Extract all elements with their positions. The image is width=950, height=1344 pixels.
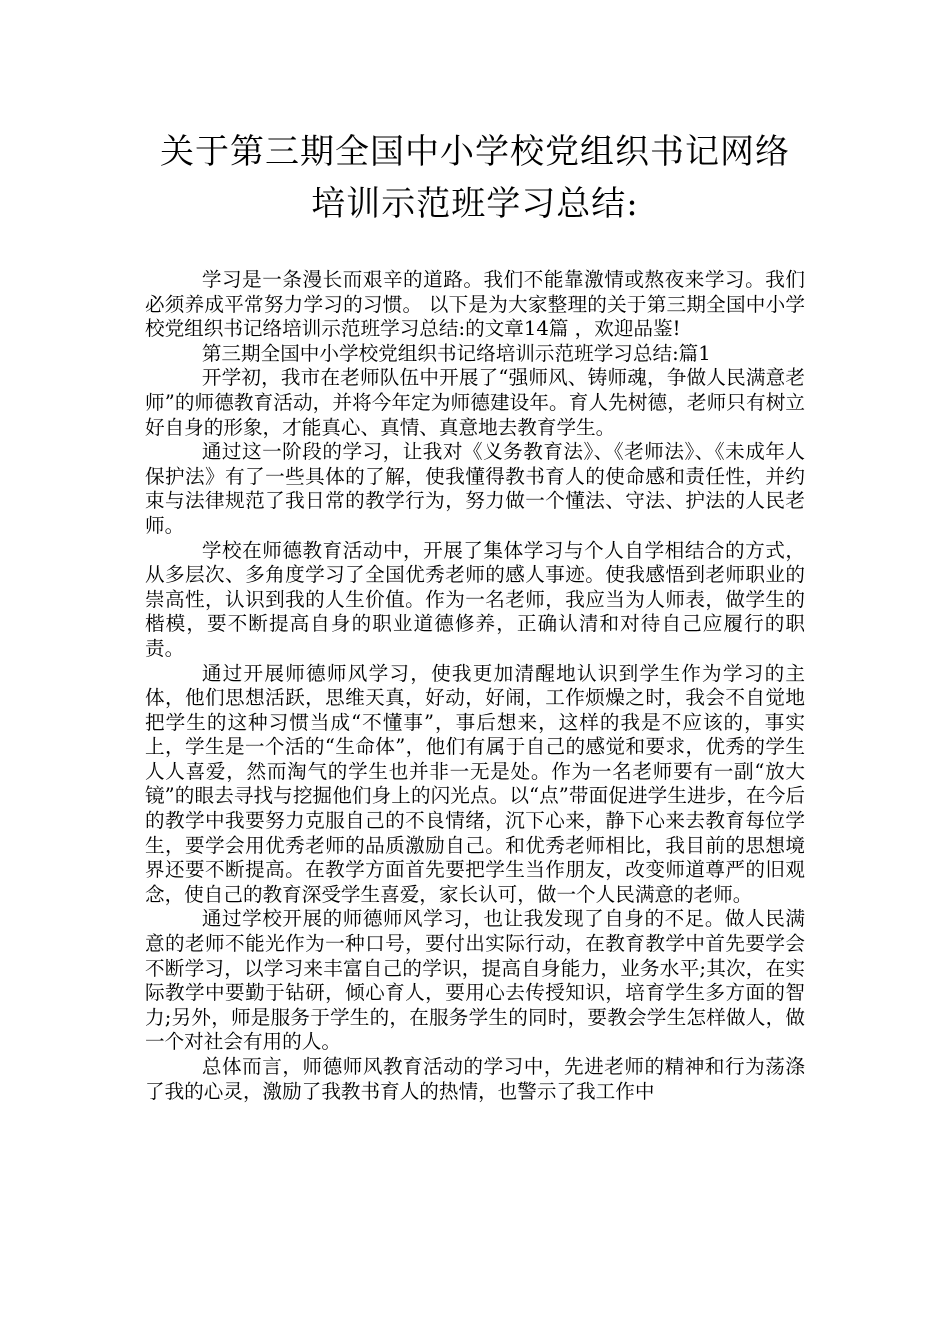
- document-title: [100, 126, 850, 230]
- body-paragraph: 开学初，我市在老师队伍中开展了“强师风、铸师魂，争做人民满意老师”的师德教育活动，并将今年定为师德建设年。育人先树德，老师只有树立好自身的形象，才能真心、真情、真意地去教育学生。: [145, 366, 805, 439]
- title-line-1: 关于第三期全国中小学校党组织书记网络: [160, 132, 790, 172]
- body-paragraph: 学校在师德教育活动中，开展了集体学习与个人自学相结合的方式，从多层次、多角度学习了全国优秀老师的感人事迹。使我感悟到老师职业的崇高性，认识到我的人生价值。作为一名老师，我应当为人师表，做学生的楷模，要不断提高自身的职业道德修养，正确认清和对待自己应履行的职责。: [145, 538, 805, 660]
- body-paragraph: 通过学校开展的师德师风学习，也让我发现了自身的不足。做人民满意的老师不能光作为一种口号，要付出实际行动，在教育教学中首先要学会不断学习，以学习来丰富自己的学识，提高自身能力，业务水平;其次，在实际教学中要勤于钻研，倾心育人，要用心去传授知识，培育学生多方面的智力;另外，师是服务于学生的，在服务学生的同时，要教会学生怎样做人，做一个对社会有用的人。: [145, 907, 805, 1054]
- body-paragraph: 总体而言，师德师风教育活动的学习中，先进老师的精神和行为荡涤了我的心灵，激励了我教书育人的热情，也警示了我工作中: [145, 1055, 805, 1103]
- intro-paragraph: 学习是一条漫长而艰辛的道路。我们不能靠激情或熬夜来学习。我们必须养成平常努力学习的习惯。 以下是为大家整理的关于第三期全国中小学校党组织书记络培训示范班学习总结:的文章14篇 ，欢迎品鉴!: [145, 268, 805, 341]
- title-line-2: 培训示范班学习总结:: [311, 184, 639, 224]
- section-heading: 第三期全国中小学校党组织书记络培训示范班学习总结:篇1: [201, 341, 711, 365]
- body-paragraph: 通过这一阶段的学习，让我对《义务教育法》、《老师法》、《未成年人保护法》有了一些具体的了解，使我懂得教书育人的使命感和责任性，并约束与法律规范了我日常的教学行为，努力做一个懂法、守法、护法的人民老师。: [145, 440, 805, 537]
- document-body: [145, 268, 805, 1104]
- body-paragraph: 通过开展师德师风学习，使我更加清醒地认识到学生作为学习的主体，他们思想活跃，思维天真，好动，好闹，工作烦燥之时，我会不自觉地把学生的这种习惯当成“不懂事”，事后想来，这样的我是不应该的，事实上，学生是一个活的“生命体”，他们有属于自己的感觉和要求，优秀的学生人人喜爱，然而淘气的学生也并非一无是处。作为一名老师要有一副“放大镜”的眼去寻找与挖掘他们身上的闪光点。以“点”带面促进学生进步，在今后的教学中我要努力克服自己的不良情绪，沉下心来，静下心来去教育每位学生，要学会用优秀老师的品质激励自己。和优秀老师相比，我目前的思想境界还要不断提高。在教学方面首先要把学生当作朋友，改变师道尊严的旧观念，使自己的教育深受学生喜爱，家长认可，做一个人民满意的老师。: [145, 661, 805, 906]
